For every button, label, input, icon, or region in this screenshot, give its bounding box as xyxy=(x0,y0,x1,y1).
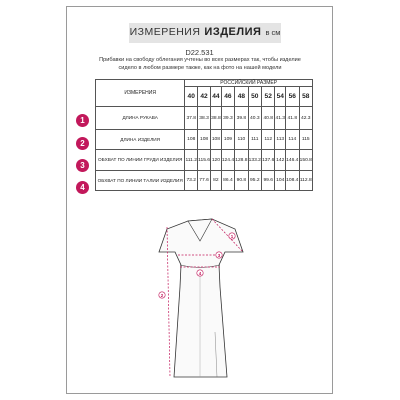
title-part2: ИЗДЕЛИЯ xyxy=(204,26,262,38)
size-header: 58 xyxy=(299,87,313,107)
dress-body xyxy=(159,219,243,377)
diagram-marker-1 xyxy=(229,233,235,239)
table-cell: 112.8 xyxy=(299,171,313,191)
table-cell: 111 xyxy=(248,130,261,150)
table-cell: 108 xyxy=(198,130,211,150)
corner-header: ИЗМЕРЕНИЯ xyxy=(96,80,185,107)
table-cell: 42.3 xyxy=(299,107,313,130)
table-cell: 115 xyxy=(299,130,313,150)
table-cell: 146.4 xyxy=(286,150,299,171)
row-number-badge: 3 xyxy=(76,159,89,172)
size-header: 46 xyxy=(221,87,234,107)
measurement-label: ДЛИНА РУКАВА xyxy=(96,107,185,130)
diagram-label: 4 xyxy=(198,271,202,276)
table-cell: 150.8 xyxy=(299,150,313,171)
size-header: 42 xyxy=(198,87,211,107)
table-cell: 73.2 xyxy=(185,171,198,191)
table-cell: 86.4 xyxy=(221,171,234,191)
table-cell: 37.8 xyxy=(185,107,198,130)
dress-diagram xyxy=(67,7,334,395)
table-cell: 114 xyxy=(286,130,299,150)
table-cell: 40.8 xyxy=(262,107,275,130)
diagram-label: 3 xyxy=(217,253,221,258)
size-header: 56 xyxy=(286,87,299,107)
fit-note: Прибавки на свободу облегания учтены во всех размерах так, чтобы изделие сидело в любом размере также, как на фото на нашей модели xyxy=(99,57,301,71)
table-cell: 109 xyxy=(221,130,234,150)
title-part1: ИЗМЕРЕНИЯ xyxy=(129,26,201,38)
row-number-badge: 4 xyxy=(76,181,89,194)
table-cell: 124.4 xyxy=(221,150,234,171)
diagram-marker-2 xyxy=(159,292,165,298)
table-cell: 108 xyxy=(211,130,222,150)
diagram-marker-3 xyxy=(216,252,222,258)
size-header: 52 xyxy=(262,87,275,107)
size-header: 44 xyxy=(211,87,222,107)
table-cell: 115.6 xyxy=(198,150,211,171)
measurement-sheet xyxy=(66,6,333,394)
table-cell: 95.2 xyxy=(248,171,261,191)
diagram-label: 1 xyxy=(230,234,234,239)
table-cell: 41.3 xyxy=(275,107,286,130)
table-cell: 104 xyxy=(275,171,286,191)
table-cell: 110 xyxy=(235,130,248,150)
table-cell: 38.8 xyxy=(211,107,222,130)
table-cell: 77.6 xyxy=(198,171,211,191)
table-cell: 142 xyxy=(275,150,286,171)
table-cell: 111.2 xyxy=(185,150,198,171)
table-cell: 90.8 xyxy=(235,171,248,191)
diagram-label: 2 xyxy=(160,293,164,298)
size-header: 50 xyxy=(248,87,261,107)
table-cell: 113 xyxy=(275,130,286,150)
table-cell: 108 xyxy=(185,130,198,150)
table-cell: 41.8 xyxy=(286,107,299,130)
table-cell: 133.2 xyxy=(248,150,261,171)
table-cell: 39.3 xyxy=(221,107,234,130)
title-unit: в см xyxy=(265,28,281,37)
measurement-label: ОБХВАТ ПО ЛИНИИ ТАЛИИ ИЗДЕЛИЯ xyxy=(96,171,185,191)
group-header: РОССИЙСКИЙ РАЗМЕР xyxy=(185,80,313,87)
size-header: 40 xyxy=(185,87,198,107)
measurement-label: ДЛИНА ИЗДЕЛИЯ xyxy=(96,130,185,150)
table-cell: 120 xyxy=(211,150,222,171)
table-cell: 128.8 xyxy=(235,150,248,171)
diagram-marker-4 xyxy=(197,270,203,276)
product-code: D22.531 xyxy=(185,48,214,57)
row-number-badge: 2 xyxy=(76,137,89,150)
table-cell: 82 xyxy=(211,171,222,191)
table-cell: 108.4 xyxy=(286,171,299,191)
table-cell: 112 xyxy=(262,130,275,150)
table-cell: 137.6 xyxy=(262,150,275,171)
measurement-label: ОБХВАТ ПО ЛИНИИ ГРУДИ ИЗДЕЛИЯ xyxy=(96,150,185,171)
size-header: 48 xyxy=(235,87,248,107)
table-cell: 38.3 xyxy=(198,107,211,130)
table-cell: 40.3 xyxy=(248,107,261,130)
size-header: 54 xyxy=(275,87,286,107)
table-cell: 99.6 xyxy=(262,171,275,191)
table-cell: 39.8 xyxy=(235,107,248,130)
row-number-badge: 1 xyxy=(76,114,89,127)
